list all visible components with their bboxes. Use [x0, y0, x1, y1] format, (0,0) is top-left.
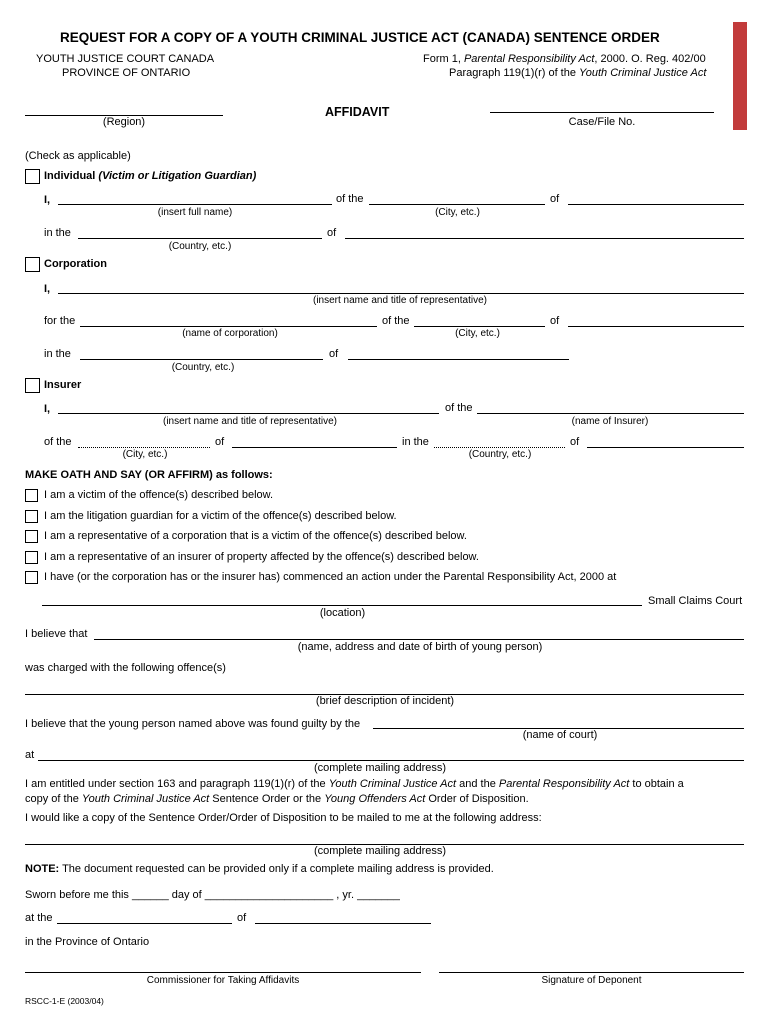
cap-full-name: (insert full name) — [157, 207, 233, 218]
corporation-in-the-label: in the — [44, 348, 71, 360]
individual-city-field[interactable] — [369, 204, 545, 205]
individual-of-label: of — [550, 193, 560, 205]
insurer-city-field[interactable] — [78, 447, 210, 448]
court-address-field[interactable] — [38, 760, 744, 761]
corporation-of-field[interactable] — [568, 326, 744, 327]
individual-heading: Individual (Victim or Litigation Guardian) — [44, 170, 257, 182]
mail-request-label: I would like a copy of the Sentence Order/Order of Disposition to be mailed to me at the following address: — [25, 812, 542, 824]
entitled-line: I am entitled under section 163 and paragraph 119(1)(r) of the Youth Criminal Justice Act and the Parental Responsibility Act to obtain a — [25, 778, 684, 790]
cap-court-address: (complete mailing address) — [313, 762, 447, 774]
corporation-of-the-label: of the — [382, 315, 410, 327]
deponent-label: Signature of Deponent — [541, 975, 642, 986]
at-the-label: at the — [25, 912, 53, 924]
corporation-country-field[interactable] — [80, 359, 323, 360]
oath-checkbox-2[interactable] — [25, 510, 38, 523]
cap-corp-rep: (insert name and title of representative) — [313, 295, 487, 306]
sworn-before-line: Sworn before me this ______ day of _____________________ , yr. _______ — [25, 889, 400, 901]
case-file-field[interactable] — [490, 112, 714, 113]
young-person-field[interactable] — [94, 639, 744, 640]
form-title: REQUEST FOR A COPY OF A YOUTH CRIMINAL JUSTICE ACT (CANADA) SENTENCE ORDER — [60, 30, 660, 45]
cap-individual-city: (City, etc.) — [435, 207, 480, 218]
insurer-of-label: of — [215, 436, 225, 448]
oath-checkbox-4[interactable] — [25, 551, 38, 564]
insurer-checkbox[interactable] — [25, 378, 40, 393]
corporation-checkbox[interactable] — [25, 257, 40, 272]
individual-i-label: I, — [44, 194, 51, 206]
form-reference: Form 1, Parental Responsibility Act, 2000. O. Reg. 402/00 — [423, 53, 706, 65]
red-side-tab — [733, 22, 747, 130]
sworn-of-field[interactable] — [255, 923, 431, 924]
cap-location: (location) — [319, 607, 366, 619]
insurer-of-the-label: of the — [445, 402, 473, 414]
affidavit-heading: AFFIDAVIT — [325, 105, 390, 119]
cap-individual-country: (Country, etc.) — [168, 241, 232, 252]
deponent-signature-field[interactable] — [439, 972, 744, 973]
oath-item-1: I am a victim of the offence(s) described below. — [44, 489, 274, 501]
individual-of-field[interactable] — [568, 204, 744, 205]
individual-of-field-2[interactable] — [345, 238, 744, 239]
sworn-place-field[interactable] — [57, 923, 232, 924]
province-label: in the Province of Ontario — [25, 936, 150, 948]
insurer-in-the-label: in the — [402, 436, 429, 448]
cap-young-person: (name, address and date of birth of young person) — [297, 641, 543, 653]
cap-court: (name of court) — [522, 729, 598, 741]
insurer-of-field-2[interactable] — [587, 447, 744, 448]
insurer-heading: Insurer — [44, 379, 82, 391]
cap-corp-country: (Country, etc.) — [171, 362, 235, 373]
court-line-1: YOUTH JUSTICE COURT CANADA — [36, 53, 215, 65]
insurer-name-field[interactable] — [477, 413, 744, 414]
case-file-label: Case/File No. — [568, 116, 636, 128]
sworn-of-label: of — [237, 912, 247, 924]
corporation-of-label: of — [550, 315, 560, 327]
cap-incident: (brief description of incident) — [315, 695, 455, 707]
cap-mailing-address: (complete mailing address) — [313, 845, 447, 857]
oath-checkbox-1[interactable] — [25, 489, 38, 502]
oath-item-4: I am a representative of an insurer of property affected by the offence(s) described below. — [44, 551, 479, 563]
cap-insurer-country: (Country, etc.) — [468, 449, 532, 460]
oath-item-2: I am the litigation guardian for a victim of the offence(s) described below. — [44, 510, 397, 522]
insurer-i-label: I, — [44, 403, 51, 415]
corporation-of-label-2: of — [329, 348, 339, 360]
individual-of-the-label: of the — [336, 193, 364, 205]
form-code: RSCC-1-E (2003/04) — [25, 996, 104, 1006]
small-claims-label: Small Claims Court — [648, 595, 743, 607]
individual-country-field[interactable] — [78, 238, 322, 239]
insurer-of-the-label-2: of the — [44, 436, 72, 448]
cap-insurer-city: (City, etc.) — [122, 449, 168, 460]
cap-corp-city: (City, etc.) — [455, 328, 500, 339]
insurer-of-label-2: of — [570, 436, 580, 448]
note-line: NOTE: The document requested can be provided only if a complete mailing address is provided. — [25, 863, 494, 875]
commissioner-signature-field[interactable] — [25, 972, 421, 973]
found-guilty-label: I believe that the young person named above was found guilty by the — [25, 718, 361, 730]
insurer-of-field[interactable] — [232, 447, 397, 448]
corporation-name-field[interactable] — [80, 326, 377, 327]
oath-heading: MAKE OATH AND SAY (OR AFFIRM) as follows: — [25, 469, 273, 481]
oath-item-5: I have (or the corporation has or the insurer has) commenced an action under the Parental Responsibility Act, 2000 at — [44, 571, 617, 583]
check-instruction: (Check as applicable) — [25, 150, 131, 162]
corporation-rep-field[interactable] — [58, 293, 744, 294]
corporation-heading: Corporation — [44, 258, 107, 270]
individual-name-field[interactable] — [58, 204, 332, 205]
oath-checkbox-5[interactable] — [25, 571, 38, 584]
individual-of-label-2: of — [327, 227, 337, 239]
charged-label: was charged with the following offence(s) — [25, 662, 226, 674]
corporation-for-the-label: for the — [44, 315, 76, 327]
i-believe-label: I believe that — [25, 628, 88, 640]
location-field[interactable] — [42, 605, 642, 606]
cap-insurer-name: (name of Insurer) — [571, 416, 649, 427]
individual-in-the-label: in the — [44, 227, 71, 239]
commissioner-label: Commissioner for Taking Affidavits — [146, 975, 300, 986]
oath-checkbox-3[interactable] — [25, 530, 38, 543]
individual-checkbox[interactable] — [25, 169, 40, 184]
corporation-i-label: I, — [44, 283, 51, 295]
oath-item-3: I am a representative of a corporation that is a victim of the offence(s) described below. — [44, 530, 467, 542]
at-label: at — [25, 749, 35, 761]
court-line-2: PROVINCE OF ONTARIO — [62, 67, 191, 79]
copy-line: copy of the Youth Criminal Justice Act Sentence Order or the Young Offenders Act Order of Disposition. — [25, 793, 529, 805]
corporation-city-field[interactable] — [414, 326, 545, 327]
region-label: (Region) — [102, 116, 146, 128]
corporation-of-field-2[interactable] — [348, 359, 569, 360]
paragraph-reference: Paragraph 119(1)(r) of the Youth Criminal Justice Act — [449, 67, 707, 79]
cap-corp-name: (name of corporation) — [182, 328, 278, 339]
insurer-rep-field[interactable] — [58, 413, 439, 414]
cap-insurer-rep: (insert name and title of representative) — [163, 416, 337, 427]
insurer-country-field[interactable] — [434, 447, 565, 448]
